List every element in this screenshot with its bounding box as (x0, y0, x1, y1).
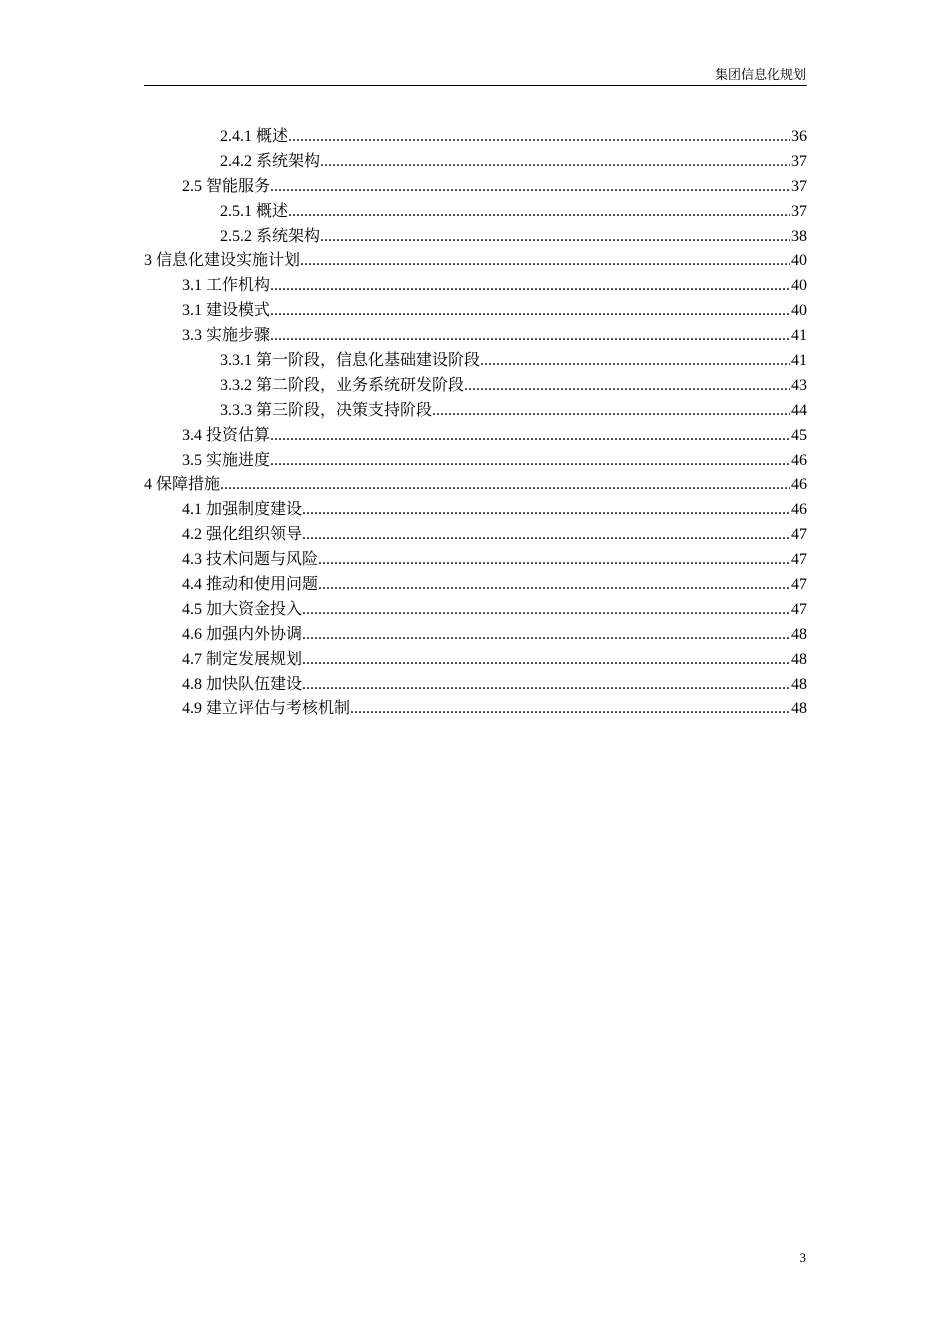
toc-entry-number: 3.4 (182, 426, 202, 444)
toc-dot-leader (270, 426, 790, 446)
toc-entry-title: 技术问题与风险 (206, 551, 319, 569)
toc-entry[interactable] (144, 227, 807, 252)
toc-entry[interactable] (144, 276, 807, 301)
toc-entry-number: 3.5 (182, 451, 202, 469)
toc-entry-number: 4.6 (182, 625, 202, 643)
toc-dot-leader (318, 550, 790, 570)
toc-entry-title: 系统架构 (256, 227, 321, 245)
toc-entry-page: 44 (791, 401, 807, 419)
toc-entry-number: 4.2 (182, 526, 202, 544)
toc-entry-page: 48 (791, 700, 807, 718)
toc-entry-page: 48 (791, 675, 807, 693)
toc-entry-page: 47 (791, 551, 807, 569)
toc-entry-number: 3.3.2 (220, 376, 252, 394)
toc-entry-page: 48 (791, 650, 807, 668)
toc-entry[interactable] (144, 575, 807, 600)
toc-entry-page: 37 (791, 177, 807, 195)
toc-entry-page: 40 (791, 277, 807, 295)
toc-entry[interactable] (144, 475, 807, 500)
toc-entry-title: 建立评估与考核机制 (206, 700, 351, 718)
toc-entry-title: 信息化建设实施计划 (156, 252, 301, 270)
toc-entry-number: 4.9 (182, 700, 202, 718)
toc-entry-page: 41 (791, 352, 807, 370)
toc-entry-number: 4 (144, 476, 152, 494)
toc-dot-leader (302, 600, 790, 620)
toc-entry[interactable] (144, 426, 807, 451)
toc-entry-number: 4.8 (182, 675, 202, 693)
toc-entry[interactable] (144, 202, 807, 227)
toc-dot-leader (270, 301, 790, 321)
toc-entry-number: 4.3 (182, 551, 202, 569)
page-number: 3 (799, 1250, 806, 1265)
toc-entry[interactable] (144, 625, 807, 650)
toc-entry[interactable] (144, 376, 807, 401)
toc-entry-number: 4.7 (182, 650, 202, 668)
toc-dot-leader (302, 650, 790, 670)
toc-dot-leader (220, 475, 790, 495)
page-header-title: 集团信息化规划 (714, 67, 806, 82)
toc-dot-leader (270, 177, 790, 197)
toc-entry-title: 推动和使用问题 (206, 576, 319, 594)
toc-entry-page: 47 (791, 526, 807, 544)
toc-entry-title: 加强制度建设 (206, 501, 303, 519)
toc-entry-number: 2.5 (182, 177, 202, 195)
toc-entry-number: 4.5 (182, 600, 202, 618)
toc-entry-number: 4.4 (182, 576, 202, 594)
toc-dot-leader (302, 525, 790, 545)
toc-entry-number: 2.5.1 (220, 202, 252, 220)
toc-dot-leader (350, 699, 790, 719)
toc-dot-leader (302, 500, 790, 520)
toc-entry-title: 加快队伍建设 (206, 675, 303, 693)
toc-entry-page: 46 (791, 451, 807, 469)
toc-dot-leader (480, 351, 790, 371)
toc-dot-leader (270, 326, 790, 346)
toc-entry-title: 第一阶段，信息化基础建设阶段 (256, 352, 481, 370)
toc-entry-page: 40 (791, 302, 807, 320)
toc-entry-page: 46 (791, 501, 807, 519)
toc-entry-title: 加大资金投入 (206, 600, 303, 618)
toc-entry-title: 第二阶段，业务系统研发阶段 (256, 376, 465, 394)
toc-entry[interactable] (144, 301, 807, 326)
toc-dot-leader (320, 152, 790, 172)
toc-entry-page: 36 (791, 128, 807, 145)
toc-entry-number: 3.3.3 (220, 401, 252, 419)
toc-entry-title: 智能服务 (206, 177, 271, 195)
toc-entry-page: 43 (791, 376, 807, 394)
toc-entry-page: 37 (791, 202, 807, 220)
toc-entry-page: 38 (791, 227, 807, 245)
toc-entry[interactable] (144, 500, 807, 525)
toc-entry-title: 第三阶段，决策支持阶段 (256, 401, 433, 419)
toc-entry-title: 建设模式 (206, 302, 271, 320)
toc-entry[interactable] (144, 152, 807, 177)
toc-dot-leader (270, 276, 790, 296)
toc-entry-number: 2.4.2 (220, 152, 252, 170)
toc-entry-number: 3 (144, 252, 152, 270)
toc-entry-number: 2.5.2 (220, 227, 252, 245)
toc-entry[interactable] (144, 600, 807, 625)
toc-entry-title: 概述 (256, 202, 289, 220)
toc-entry-page: 40 (791, 252, 807, 270)
toc-dot-leader (300, 251, 790, 271)
toc-entry-page: 46 (791, 476, 807, 494)
toc-entry[interactable] (144, 550, 807, 575)
toc-entry[interactable] (144, 177, 807, 202)
toc-entry-title: 保障措施 (156, 476, 221, 494)
toc-entry[interactable] (144, 525, 807, 550)
toc-entry-number: 3.3.1 (220, 352, 252, 370)
toc-entry-title: 强化组织领导 (206, 526, 303, 544)
toc-dot-leader (288, 127, 790, 147)
toc-entry[interactable] (144, 675, 807, 700)
toc-entry[interactable] (144, 401, 807, 426)
toc-entry[interactable] (144, 699, 807, 724)
toc-entry-title: 制定发展规划 (206, 650, 303, 668)
toc-entry-number: 3.3 (182, 327, 202, 345)
toc-dot-leader (288, 202, 790, 222)
toc-entry-page: 41 (791, 327, 807, 345)
toc-dot-leader (302, 675, 790, 695)
toc-entry[interactable] (144, 351, 807, 376)
header-divider (144, 85, 807, 86)
toc-entry-title: 概述 (256, 128, 289, 145)
table-of-contents (144, 127, 807, 724)
toc-entry[interactable] (144, 326, 807, 351)
toc-entry[interactable] (144, 127, 807, 152)
toc-entry[interactable] (144, 451, 807, 476)
toc-entry-number: 3.1 (182, 277, 202, 295)
toc-entry-title: 工作机构 (206, 277, 271, 295)
toc-dot-leader (270, 451, 790, 471)
toc-entry-title: 系统架构 (256, 152, 321, 170)
toc-entry-title: 实施步骤 (206, 327, 271, 345)
toc-entry-page: 47 (791, 576, 807, 594)
toc-dot-leader (302, 625, 790, 645)
toc-dot-leader (318, 575, 790, 595)
toc-dot-leader (320, 227, 790, 247)
toc-dot-leader (464, 376, 790, 396)
toc-entry-page: 47 (791, 600, 807, 618)
toc-dot-leader (432, 401, 790, 421)
toc-entry-page: 45 (791, 426, 807, 444)
toc-entry-number: 2.4.1 (220, 128, 252, 145)
toc-entry-number: 4.1 (182, 501, 202, 519)
toc-entry-page: 48 (791, 625, 807, 643)
toc-entry-title: 实施进度 (206, 451, 271, 469)
toc-entry[interactable] (144, 251, 807, 276)
toc-entry-page: 37 (791, 152, 807, 170)
toc-entry-number: 3.1 (182, 302, 202, 320)
toc-entry[interactable] (144, 650, 807, 675)
toc-entry-title: 加强内外协调 (206, 625, 303, 643)
toc-entry-title: 投资估算 (206, 426, 271, 444)
